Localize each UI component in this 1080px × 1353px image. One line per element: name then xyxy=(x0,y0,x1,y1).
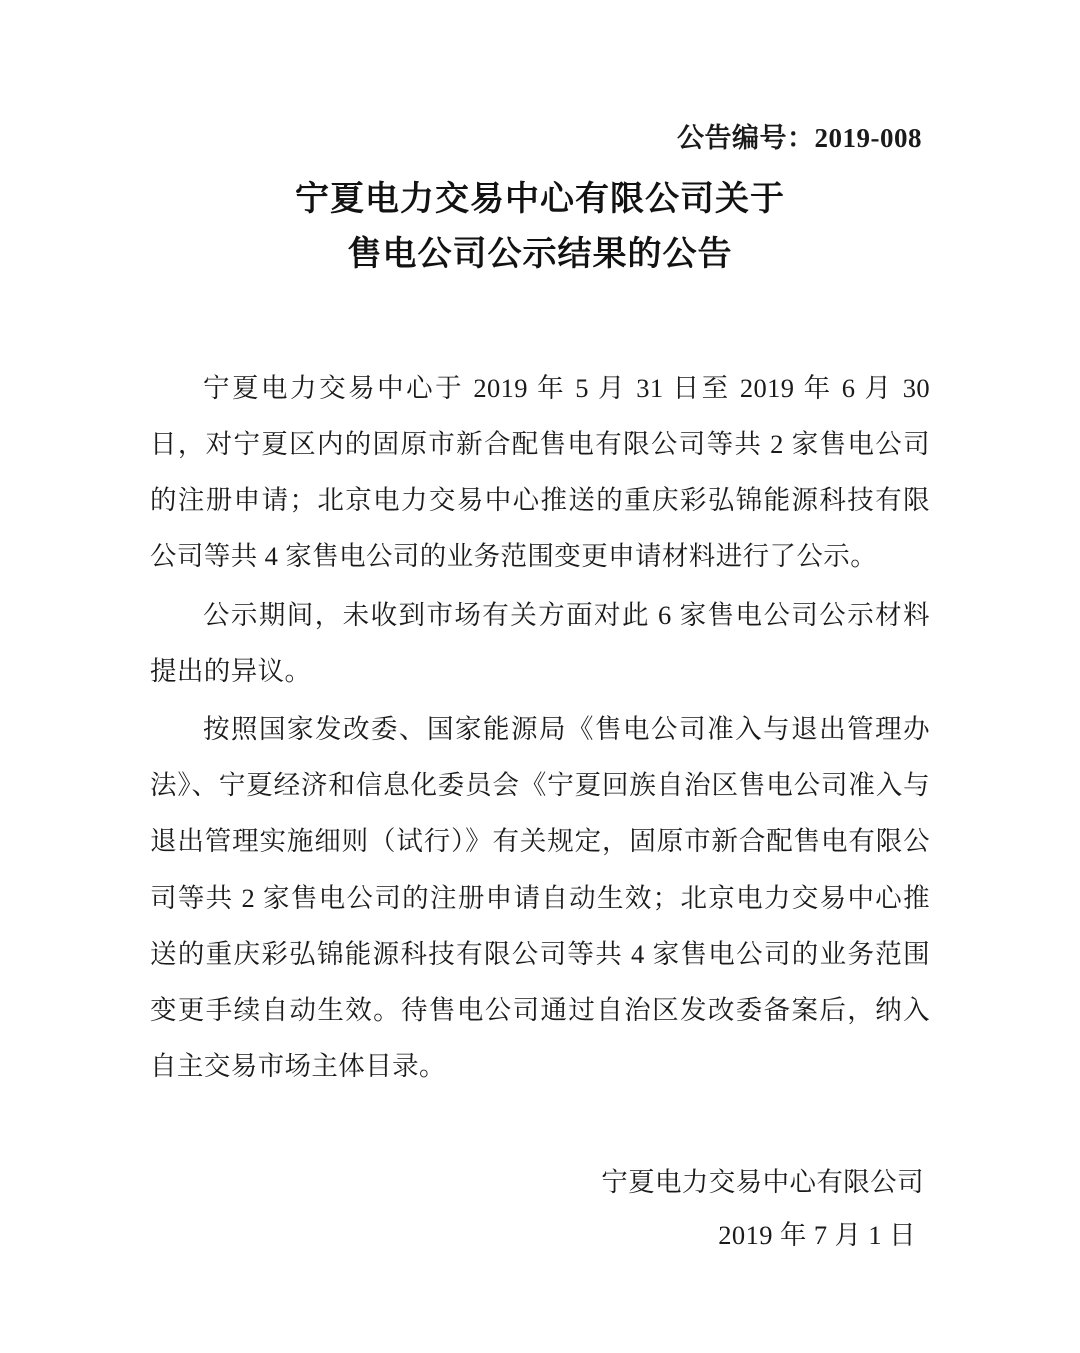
page-title-line-1: 宁夏电力交易中心有限公司关于 xyxy=(295,180,785,218)
signature-date: 2019 年 7 月 1 日 xyxy=(718,1220,916,1251)
document-body xyxy=(150,360,930,1094)
page-title-line-2: 售电公司公示结果的公告 xyxy=(347,235,733,273)
document-number-label: 公告编号： xyxy=(677,123,815,153)
body-paragraph-3: 按照国家发改委、国家能源局《售电公司准入与退出管理办法》、宁夏经济和信息化委员会《宁夏回族自治区售电公司准入与退出管理实施细则（试行）》有关规定，固原市新合配售电有限公司等共 2 家售电公司的注册申请自动生效；北京电力交易中心推送的重庆彩弘锦能源科技有限公司等共 4 家售电公司的业务范围变更手续自动生效。待售电公司通过自治区发改委备案后，纳入自主交易市场主体目录。 xyxy=(150,713,930,1082)
signature-organization: 宁夏电力交易中心有限公司 xyxy=(601,1167,924,1198)
body-paragraph-2: 公示期间，未收到市场有关方面对此 6 家售电公司公示材料提出的异议。 xyxy=(150,599,930,686)
document-number xyxy=(150,120,922,158)
page-title xyxy=(150,172,930,282)
body-paragraph-1: 宁夏电力交易中心于 2019 年 5 月 31 日至 2019 年 6 月 30 日，对宁夏区内的固原市新合配售电有限公司等共 2 家售电公司的注册申请；北京电力交易中心推送的重庆彩弘锦能源科技有限公司等共 4 家售电公司的业务范围变更申请材料进行了公示。 xyxy=(150,372,930,572)
document-number-value: 2019-008 xyxy=(814,123,922,153)
signature-block xyxy=(150,1156,930,1262)
